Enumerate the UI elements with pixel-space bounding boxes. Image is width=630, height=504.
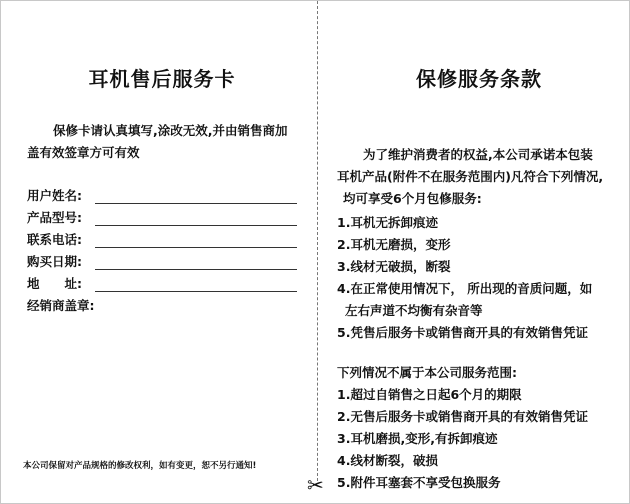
- phone-field: [27, 226, 297, 248]
- field-label: 购买日期:: [27, 254, 82, 269]
- field-label: 经销商盖章:: [27, 298, 95, 313]
- list-item: 4.线材断裂，破损: [337, 453, 438, 468]
- list-item: 2.无售后服务卡或销售商开具的有效销售凭证: [337, 409, 588, 424]
- scissors-icon: ✂: [307, 473, 324, 497]
- address-input-line[interactable]: [95, 276, 297, 292]
- disclaimer-footnote: 本公司保留对产品规格的修改权利，如有变更，恕不另行通知!: [23, 461, 257, 471]
- terms-intro: [337, 144, 621, 210]
- field-label: 产品型号:: [27, 210, 82, 225]
- user-name-field: [27, 182, 297, 204]
- list-item: 1.耳机无拆卸痕迹: [337, 215, 438, 230]
- field-label: 用户姓名:: [27, 188, 82, 203]
- product-model-field: [27, 204, 297, 226]
- field-label: 联系电话:: [27, 232, 82, 247]
- dealer-stamp-field: [27, 292, 297, 314]
- list-item: 左右声道不均衡有杂音等: [345, 303, 483, 318]
- excluded-conditions-list: [337, 384, 621, 494]
- excluded-heading: 下列情况不属于本公司服务范围:: [337, 365, 517, 380]
- list-item: 1.超过自销售之日起6个月的期限: [337, 387, 522, 402]
- list-item: 4.在正常使用情况下， 所出现的音质问题，如: [337, 281, 593, 296]
- fill-instruction: 保修卡请认真填写,涂改无效,并由销售商加盖有效签章方可有效: [27, 123, 288, 160]
- warranty-terms-title: 保修服务条款: [416, 67, 542, 91]
- purchase-date-input-line[interactable]: [95, 254, 297, 270]
- product-model-input-line[interactable]: [95, 210, 297, 226]
- cut-line: [317, 1, 318, 481]
- list-item: 3.线材无破损，断裂: [337, 259, 451, 274]
- covered-conditions-list: [337, 212, 621, 344]
- address-field: [27, 270, 297, 292]
- user-name-input-line[interactable]: [95, 188, 297, 204]
- phone-input-line[interactable]: [95, 232, 297, 248]
- purchase-date-field: [27, 248, 297, 270]
- intro-line: 均可享受6个月包修服务:: [343, 191, 482, 206]
- list-item: 3.耳机磨损,变形,有拆卸痕迹: [337, 431, 498, 446]
- field-label: 地 址:: [27, 276, 82, 291]
- service-card-panel: [27, 1, 297, 314]
- list-item: 2.耳机无磨损，变形: [337, 237, 451, 252]
- list-item: 5.附件耳塞套不享受包换服务: [337, 475, 501, 490]
- form-fields: [27, 182, 297, 314]
- list-item: 5.凭售后服务卡或销售商开具的有效销售凭证: [337, 325, 588, 340]
- intro-line: 耳机产品(附件不在服务范围内)凡符合下列情况,: [337, 169, 604, 184]
- warranty-terms-panel: [337, 1, 621, 494]
- service-card-title: 耳机售后服务卡: [88, 67, 236, 91]
- intro-line: 为了维护消费者的权益,本公司承诺本包装: [363, 147, 593, 162]
